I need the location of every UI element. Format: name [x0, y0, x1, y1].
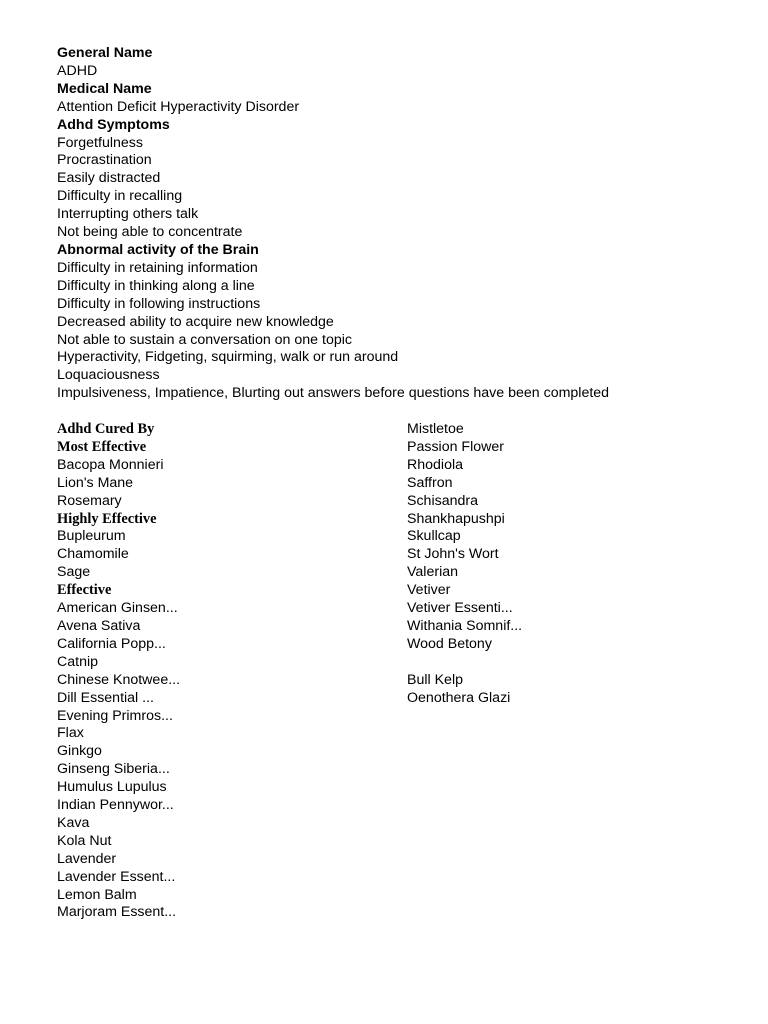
remedy-item: Sage	[57, 564, 91, 581]
document-top-section	[57, 45, 747, 403]
symptom-item: Difficulty in recalling	[57, 188, 183, 205]
effectiveness-heading: Highly Effective	[57, 510, 157, 527]
remedy-item: Chamomile	[57, 546, 129, 563]
remedy-item: Catnip	[57, 653, 99, 670]
remedy-item: Ginseng Siberia...	[57, 761, 170, 778]
remedy-item: Marjoram Essent...	[57, 904, 177, 921]
remedy-item: Bacopa Monnieri	[57, 456, 164, 473]
remedy-item: Evening Primros...	[57, 707, 173, 724]
remedy-item: Ginkgo	[57, 743, 102, 760]
remedy-item: Passion Flower	[407, 438, 504, 455]
section-heading: General Name	[57, 45, 153, 61]
remedy-item: Dill Essential ...	[57, 689, 154, 706]
brain-activity-item: Not able to sustain a conversation on one topic	[57, 331, 352, 348]
remedy-item: Kola Nut	[57, 832, 112, 849]
remedy-item: Mistletoe	[407, 421, 464, 437]
remedy-item: Valerian	[407, 564, 458, 581]
remedy-item: California Popp...	[57, 635, 166, 652]
remedy-item: Bull Kelp	[407, 671, 463, 688]
brain-activity-item: Decreased ability to acquire new knowledge	[57, 313, 334, 330]
brain-activity-item: Difficulty in following instructions	[57, 295, 261, 312]
list-gap	[407, 654, 737, 672]
remedy-item: Chinese Knotwee...	[57, 671, 181, 688]
remedy-item: American Ginsen...	[57, 600, 178, 617]
symptom-item: Interrupting others talk	[57, 206, 199, 223]
remedy-item: Avena Sativa	[57, 617, 141, 634]
remedy-item: St John's Wort	[407, 546, 499, 563]
symptom-item: Not being able to concentrate	[57, 224, 243, 241]
effectiveness-heading: Effective	[57, 582, 112, 599]
remedy-item: Vetiver	[407, 582, 451, 599]
remedy-item: Rosemary	[57, 492, 122, 509]
remedy-item: Oenothera Glazi	[407, 689, 511, 706]
symptom-item: Forgetfulness	[57, 134, 143, 151]
symptom-item: Easily distracted	[57, 170, 161, 187]
remedy-item: Wood Betony	[407, 635, 492, 652]
remedy-item: Lion's Mane	[57, 474, 134, 491]
remedy-item: Vetiver Essenti...	[407, 600, 513, 617]
section-heading: Adhd Symptoms	[57, 116, 170, 133]
cured-by-right-column	[407, 421, 737, 707]
section-text: ADHD	[57, 62, 98, 79]
remedy-item: Bupleurum	[57, 528, 126, 545]
remedy-item: Schisandra	[407, 492, 478, 509]
remedy-item: Saffron	[407, 474, 453, 491]
remedy-item: Shankhapushpi	[407, 510, 505, 527]
brain-activity-item: Impulsiveness, Impatience, Blurting out answers before questions have been completed	[57, 385, 610, 402]
section-heading: Abnormal activity of the Brain	[57, 241, 259, 258]
remedy-item: Rhodiola	[407, 456, 464, 473]
remedy-item: Withania Somnif...	[407, 617, 523, 634]
remedy-item: Lemon Balm	[57, 886, 137, 903]
symptom-item: Procrastination	[57, 152, 152, 169]
section-heading: Medical Name	[57, 80, 152, 97]
brain-activity-item: Loquaciousness	[57, 367, 160, 384]
remedy-item: Flax	[57, 725, 84, 742]
remedy-item: Humulus Lupulus	[57, 779, 167, 796]
remedy-item: Lavender	[57, 850, 117, 867]
brain-activity-item: Difficulty in retaining information	[57, 259, 258, 276]
section-text: Attention Deficit Hyperactivity Disorder	[57, 98, 300, 115]
remedy-item: Kava	[57, 814, 90, 831]
cured-by-left-column	[57, 421, 387, 922]
remedy-item: Indian Pennywor...	[57, 797, 174, 814]
remedy-item: Skullcap	[407, 528, 461, 545]
effectiveness-heading: Most Effective	[57, 438, 147, 455]
remedy-item: Lavender Essent...	[57, 868, 176, 885]
brain-activity-item: Hyperactivity, Fidgeting, squirming, walk or run around	[57, 349, 399, 366]
brain-activity-item: Difficulty in thinking along a line	[57, 277, 255, 294]
cured-by-heading: Adhd Cured By	[57, 421, 155, 437]
